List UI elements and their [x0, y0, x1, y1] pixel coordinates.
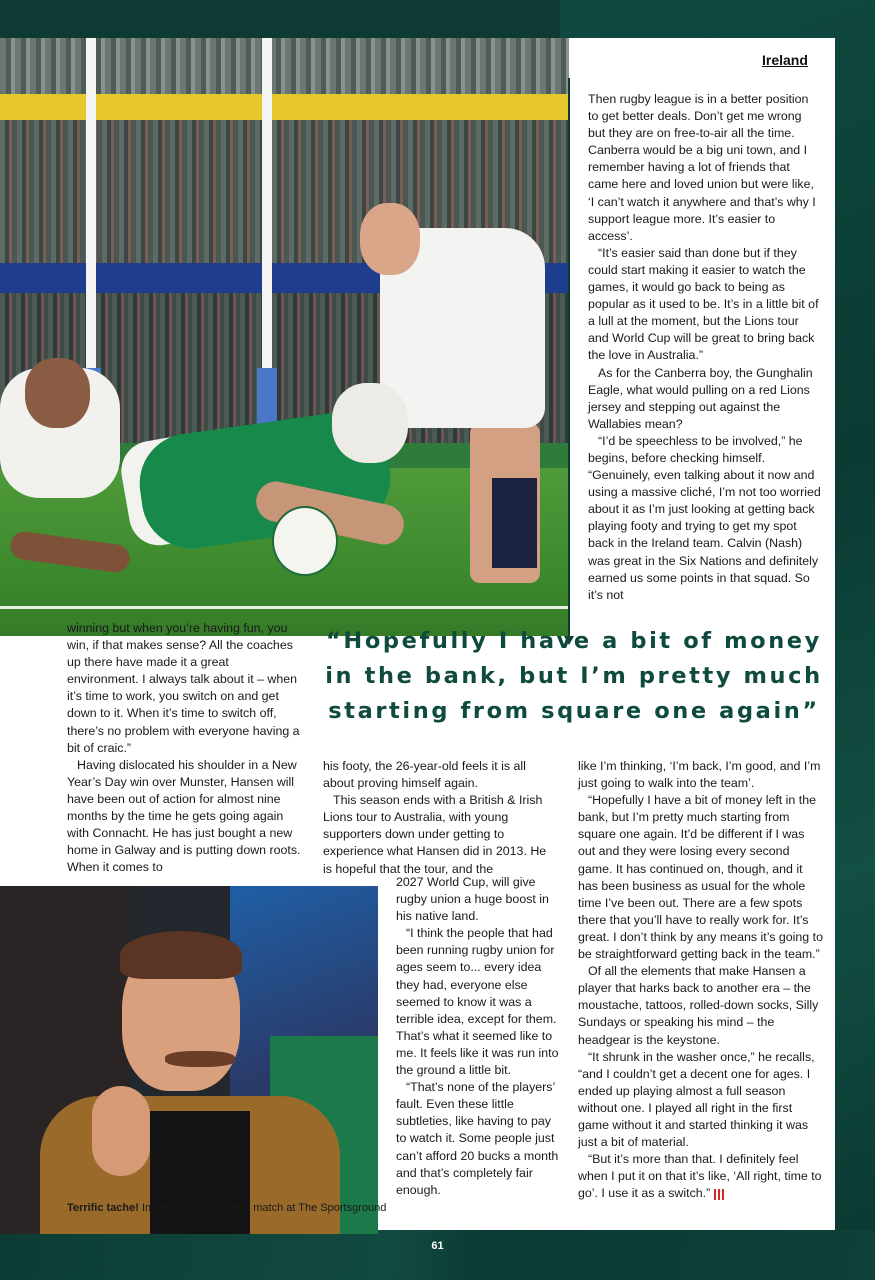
paragraph: “It shrunk in the washer once,” he recalls, “and I couldn’t get a decent one for ages. I ended up playing almost a full season without one. I played all right in the first game without it and started thinking it was just a bit of material. [578, 1049, 815, 1150]
magazine-page [0, 38, 835, 1230]
photo-caption [67, 1201, 387, 1215]
paragraph: Of all the elements that make Hansen a player that harks back to another era – the moustache, tattoos, rolled-down socks, Silly Sundays or speaking his mind – the headgear is the keystone. [578, 964, 819, 1047]
thumbs-up-hand [92, 1086, 150, 1176]
article-column-right-top [588, 91, 822, 604]
caption-text: In the crowd at a URC match at The Sportsground [138, 1202, 387, 1214]
paragraph: Then rugby league is in a better position to get better deals. Don’t get me wrong but they are on free-to-air all the time. Canberra would be a big uni town, and I remember having a lot of friends that came here and loved union but were like, ‘I can’t watch it anywhere and that’s why I support league more. It’s easier to access’. [588, 92, 816, 243]
article-column-middle-top [323, 758, 557, 878]
paragraph-final [578, 1151, 823, 1202]
article-column-right-bottom [578, 758, 823, 1202]
hero-photo-try-scorer [0, 38, 569, 636]
paragraph: his footy, the 26-year-old feels it is all about proving himself again. [323, 759, 526, 791]
try-line [0, 606, 569, 609]
column-rule [568, 78, 570, 638]
page-number: 61 [431, 1240, 444, 1252]
pull-quote: “Hopefully I have a bit of money in the bank, but I’m pretty much starting from square one again” [325, 628, 823, 724]
paragraph: Having dislocated his shoulder in a New Year’s Day win over Munster, Hansen will have been out of action for almost nine months by the time he gets going again with Connacht. He has just bought a new home in Galway and is putting down roots. When it comes to [67, 757, 301, 875]
footer-band [0, 1230, 875, 1280]
paragraph: winning but when you’re having fun, you win, if that makes sense? All the coaches up there have made it a great environment. I always talk about it – when it’s time to work, you switch on and get down to it. When it’s time to switch off, there’s no problem with everyone having a bit of craic.” [67, 621, 300, 755]
paragraph: “That’s none of the players’ fault. Even these little subtleties, like having to pay to watch it. Some people just can’t afford 20 bucks a month and that’s completely fair enough. [396, 1080, 559, 1197]
paragraph: “I’d be speechless to be involved,” he begins, before checking himself. “Genuinely, even talking about it now and using a massive cliché, I’m not too worried about it as I’m just looking at getting back playing footy and trying to get my spot back in the Ireland team. Calvin (Nash) was great in the Six Nations and definitely earned us some points in that squad. So it’s not [588, 433, 821, 602]
moustache [165, 1051, 235, 1067]
article-column-left [67, 620, 301, 876]
standing-player-socks [492, 478, 537, 568]
paragraph: “I think the people that had been running rugby union for ages seem to... every idea they had, everyone else seemed to know it was a terrible idea, except for them. That’s what it seemed like to me. It feels like it was run into the ground a little bit. [396, 926, 559, 1078]
standing-player-head [360, 203, 420, 275]
caption-lead: Terrific tache! [67, 1202, 139, 1214]
end-mark-icon [714, 1189, 726, 1200]
rugby-ball [272, 506, 338, 576]
paragraph: like I’m thinking, ‘I’m back, I’m good, and I’m just going to walk into the team’. [578, 759, 821, 791]
paragraph: “Hopefully I have a bit of money left in the bank, but I’m pretty much starting from square one again. It’d be different if I was out and they were losing every second game. It has continued on, though, and it has been business as usual for the whole time I’ve been out. There are a few spots there that you’ll have to really work for. It’s great. I don’t think by any means it’s going to be straightforward getting back in the team.” [578, 793, 823, 962]
tackler-head [25, 358, 90, 428]
paragraph: “It’s easier said than done but if they could start making it easier to watch the games, it would go back to being as popular as it used to be. It’s in a little bit of a lull at the moment, but the Lions tour and World Cup will be great to bring back the love in Australia.” [588, 245, 819, 363]
portrait-shirt [150, 1111, 250, 1234]
section-tag: Ireland [762, 52, 808, 68]
paragraph-final-text: “But it’s more than that. I definitely feel when I put it on that it’s like, ‘All right, time to go’. I use it as a switch.” [578, 1152, 822, 1201]
paragraph: This season ends with a British & Irish Lions tour to Australia, with young supporters down under getting to experience what Hansen did in 2013. He is hopeful that the tour, and the [323, 793, 547, 876]
paragraph: As for the Canberra boy, the Gunghalin Eagle, what would pulling on a red Lions jersey and stepping out against the Wallabies mean? [588, 365, 813, 431]
paragraph: 2027 World Cup, will give rugby union a huge boost in his native land. [396, 875, 549, 924]
portrait-hair [120, 931, 242, 979]
diving-player-headgear [332, 383, 408, 463]
article-column-middle-bottom [396, 874, 559, 1199]
portrait-photo-crowd [0, 886, 378, 1234]
